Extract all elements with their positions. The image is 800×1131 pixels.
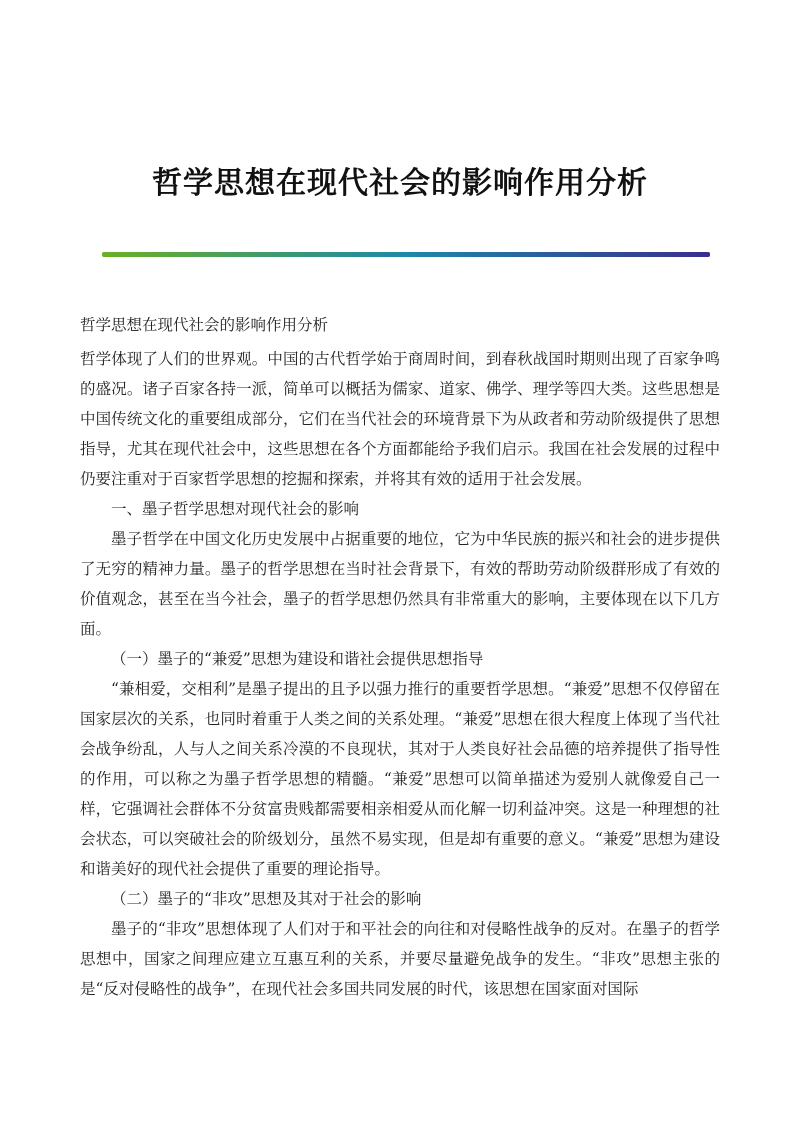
document-subtitle: 哲学思想在现代社会的影响作用分析 xyxy=(80,316,329,334)
title-divider xyxy=(102,252,710,257)
subsection-heading-1: （一）墨子的“兼爱”思想为建设和谐社会提供思想指导 xyxy=(111,650,484,668)
subsection-heading-2: （二）墨子的“非攻”思想及其对于社会的影响 xyxy=(111,890,422,908)
subsection-2-paragraph: 墨子的“非攻”思想体现了人们对于和平社会的向往和对侵略性战争的反对。在墨子的哲学思想中，国家之间理应建立互惠互利的关系，并要尽量避免战争的发生。“非攻”思想主张的是“反对侵略性的战争”，在现代社会多国共同发展的时代，该思想在国家面对国际 xyxy=(80,920,720,998)
document-body xyxy=(80,310,720,1004)
section-1-paragraph: 墨子哲学在中国文化历史发展中占据重要的地位，它为中华民族的振兴和社会的进步提供了无穷的精神力量。墨子的哲学思想在当时社会背景下，有效的帮助劳动阶级群形成了有效的价值观念，甚至在当今社会，墨子的哲学思想仍然具有非常重大的影响，主要体现在以下几方面。 xyxy=(80,530,720,638)
subsection-1-paragraph: “兼相爱，交相利”是墨子提出的且予以强力推行的重要哲学思想。“兼爱”思想不仅停留在国家层次的关系，也同时着重于人类之间的关系处理。“兼爱”思想在很大程度上体现了当代社会战争纷乱，人与人之间关系冷漠的不良现状，其对于人类良好社会品德的培养提供了指导性的作用，可以称之为墨子哲学思想的精髓。“兼爱”思想可以简单描述为爱别人就像爱自己一样，它强调社会群体不分贫富贵贱都需要相亲相爱从而化解一切利益冲突。这是一种理想的社会状态，可以突破社会的阶级划分，虽然不易实现，但是却有重要的意义。“兼爱”思想为建设和谐美好的现代社会提供了重要的理论指导。 xyxy=(80,680,720,878)
section-heading-1: 一、墨子哲学思想对现代社会的影响 xyxy=(111,500,360,518)
intro-paragraph: 哲学体现了人们的世界观。中国的古代哲学始于商周时间，到春秋战国时期则出现了百家争鸣的盛况。诸子百家各持一派，简单可以概括为儒家、道家、佛学、理学等四大类。这些思想是中国传统文化的重要组成部分，它们在当代社会的环境背景下为从政者和劳动阶级提供了思想指导，尤其在现代社会中，这些思想在各个方面都能给予我们启示。我国在社会发展的过程中仍要注重对于百家哲学思想的挖掘和探索，并将其有效的适用于社会发展。 xyxy=(80,350,720,488)
document-title: 哲学思想在现代社会的影响作用分析 xyxy=(152,166,648,201)
